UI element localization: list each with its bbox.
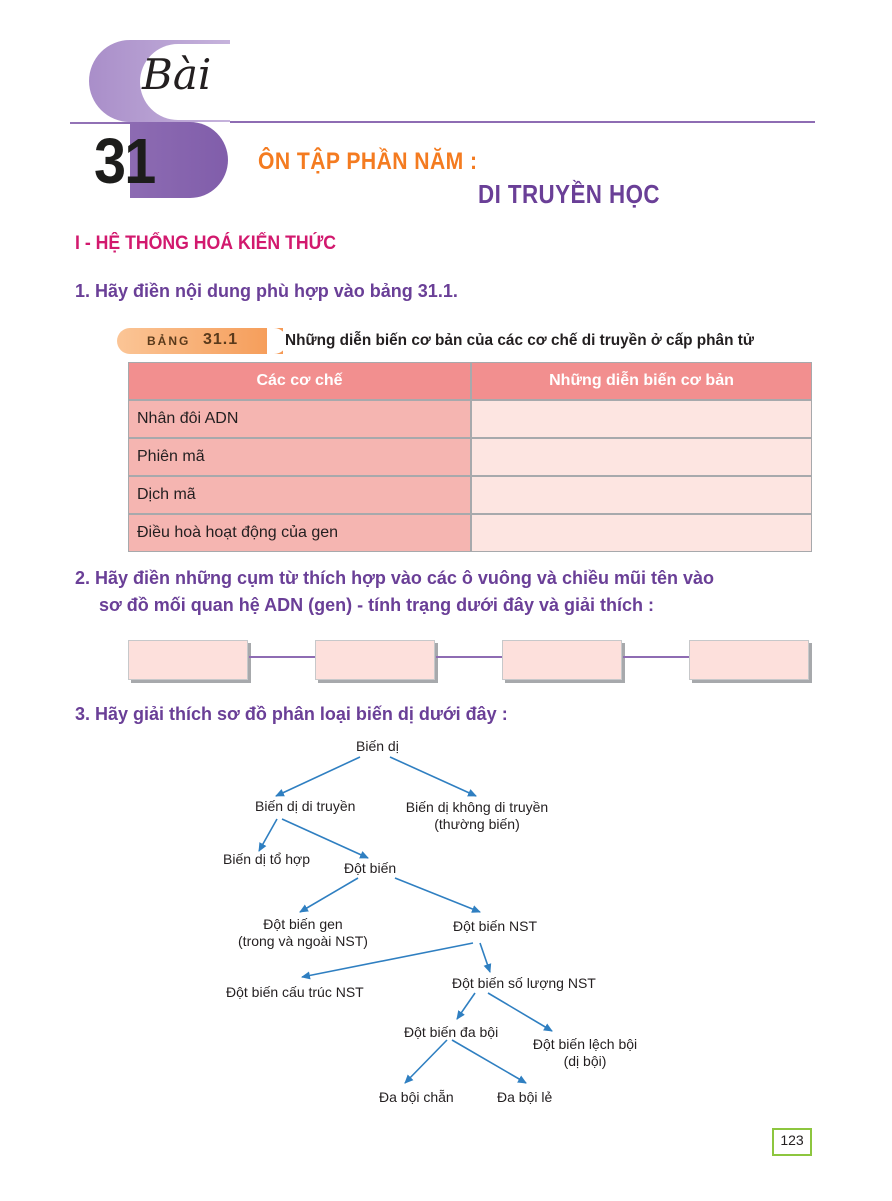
table-cell-mechanism: Dịch mã: [128, 476, 471, 514]
question-3: 3. Hãy giải thích sơ đồ phân loại biến dị dưới đây :: [75, 704, 508, 724]
lesson-title-line2: DI TRUYỀN HỌC: [478, 179, 660, 209]
table-caption-title: Những diễn biến cơ bản của các cơ chế di truyền ở cấp phân tử: [285, 332, 754, 349]
lesson-title-line1: ÔN TẬP PHẦN NĂM :: [258, 148, 478, 175]
table-cell-mechanism: Điều hoà hoạt động của gen: [128, 514, 471, 552]
arrow: [480, 943, 490, 972]
table-caption-number: 31.1: [203, 331, 239, 348]
node-label: Đột biến lệch bội: [532, 1036, 638, 1052]
lesson-label: Bài: [142, 50, 212, 99]
node-dot-bien-cau-truc: Đột biến cấu trúc NST: [226, 984, 364, 1000]
table-cell-mechanism: Phiên mã: [128, 438, 471, 476]
arrow: [452, 1040, 526, 1083]
section-heading: I - HỆ THỐNG HOÁ KIẾN THỨC: [75, 233, 337, 254]
node-label: Biến dị không di truyền: [405, 799, 549, 815]
node-bien-di-to-hop: Biến dị tổ hợp: [223, 851, 311, 867]
node-dot-bien: Đột biến: [344, 860, 397, 876]
arrow: [395, 878, 480, 912]
arrow: [405, 1040, 447, 1083]
node-da-boi-chan: Đa bội chẵn: [379, 1089, 454, 1105]
node-dot-bien-nst: Đột biến NST: [453, 918, 538, 934]
question-2-line2: sơ đồ mối quan hệ ADN (gen) - tính trạng dưới đây và giải thích :: [99, 595, 654, 615]
node-label: Đột biến gen: [263, 916, 343, 932]
arrow: [259, 819, 277, 851]
question-2-line1: 2. Hãy điền những cụm từ thích hợp vào các ô vuông và chiều mũi tên vào: [75, 568, 714, 588]
page-number: 123: [780, 1132, 804, 1148]
node-bien-di-khong-di-truyen: [399, 799, 555, 833]
node-dot-bien-da-boi: Đột biến đa bội: [404, 1024, 499, 1040]
lesson-number: 31: [94, 125, 155, 197]
node-da-boi-le: Đa bội lẻ: [497, 1089, 553, 1105]
arrow: [390, 757, 476, 796]
table-caption-word: BẢNG: [147, 334, 191, 348]
arrow: [457, 993, 475, 1019]
node-sublabel: (thường biến): [434, 816, 520, 832]
node-sublabel: (dị bội): [563, 1053, 607, 1069]
table-header-events: Những diễn biến cơ bản: [471, 362, 812, 400]
node-dot-bien-lech-boi: [526, 1036, 644, 1070]
node-sublabel: (trong và ngoài NST): [238, 933, 368, 949]
page-number-badge: [772, 1128, 812, 1154]
arrow: [300, 878, 358, 912]
arrow: [276, 757, 360, 796]
node-dot-bien-gen: [228, 916, 378, 950]
table-header-mechanism: Các cơ chế: [128, 362, 471, 400]
node-bien-di-di-truyen: Biến dị di truyền: [255, 798, 356, 814]
question-1: 1. Hãy điền nội dung phù hợp vào bảng 31.1.: [75, 281, 458, 301]
table-cell-mechanism: Nhân đôi ADN: [128, 400, 471, 438]
node-bien-di: Biến dị: [356, 738, 399, 754]
node-dot-bien-so-luong: Đột biến số lượng NST: [452, 975, 596, 991]
